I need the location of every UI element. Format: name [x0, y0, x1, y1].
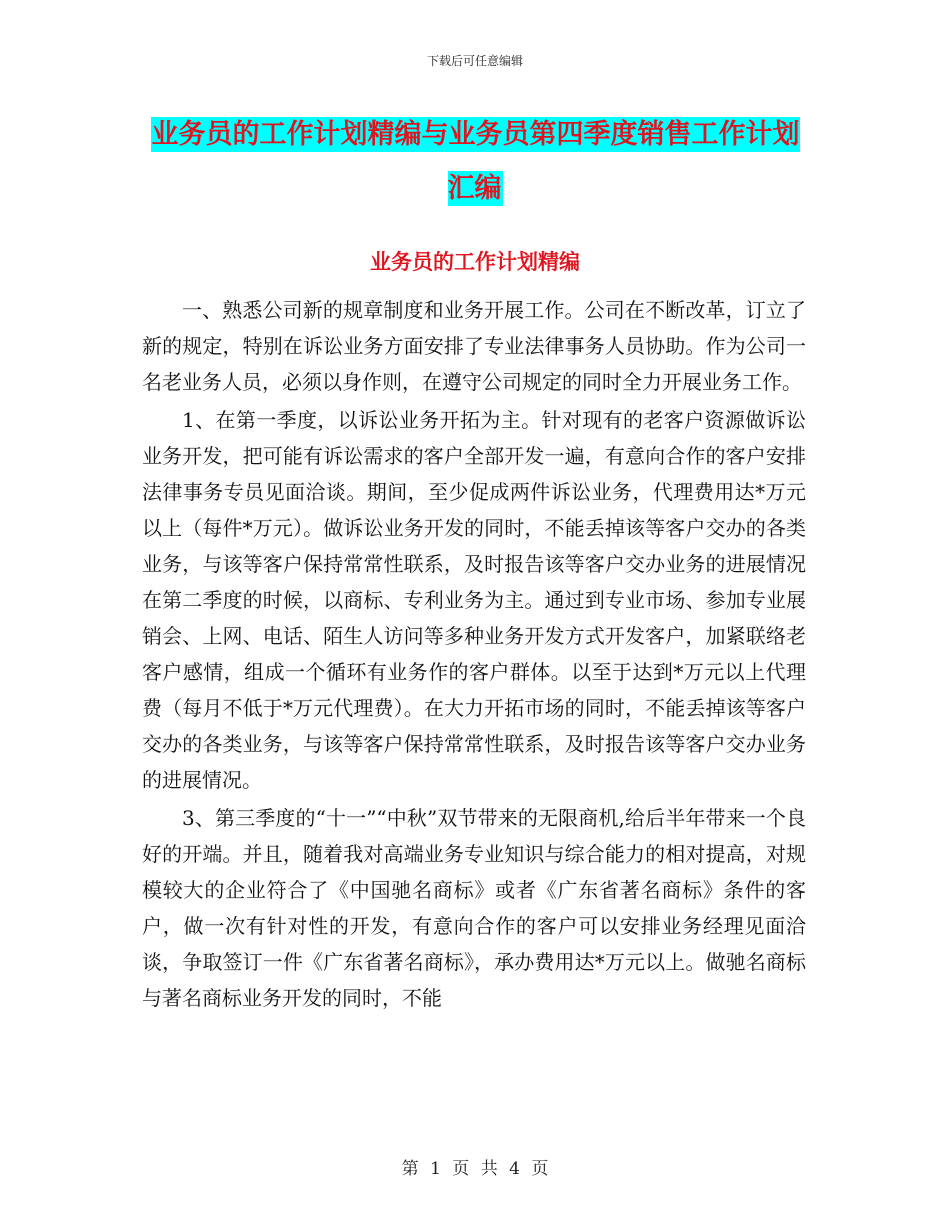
document-title	[140, 108, 810, 216]
paragraph: 一、熟悉公司新的规章制度和业务开展工作。公司在不断改革，订立了新的规定，特别在诉讼业务方面安排了专业法律事务人员协助。作为公司一名老业务人员，必须以身作则，在遵守公司规定的同时全力开展业务工作。	[142, 298, 806, 394]
paragraph: 3、第三季度的“十一”“中秋”双节带来的无限商机,给后半年带来一个良好的开端。并且，随着我对高端业务专业知识与综合能力的相对提高，对规模较大的企业符合了《中国驰名商标》或者《广东省著名商标》条件的客户，做一次有针对性的开发，有意向合作的客户可以安排业务经理见面洽谈，争取签订一件《广东省著名商标》，承办费用达*万元以上。做驰名商标与著名商标业务开发的同时，不能	[142, 806, 806, 1010]
header-note: 下载后可任意编辑	[426, 54, 523, 68]
title-block	[140, 108, 810, 216]
body-text	[142, 292, 806, 1018]
document-title-text: 业务员的工作计划精编与业务员第四季度销售工作计划汇编	[151, 119, 800, 204]
paragraph: 1、在第一季度，以诉讼业务开拓为主。针对现有的老客户资源做诉讼业务开发，把可能有诉讼需求的客户全部开发一遍，有意向合作的客户安排法律事务专员见面洽谈。期间，至少促成两件诉讼业务，代理费用达*万元以上（每件*万元）。做诉讼业务开发的同时，不能丢掉该等客户交办的各类业务，与该等客户保持常常性联系，及时报告该等客户交办业务的进展情况在第二季度的时候，以商标、专利业务为主。通过到专业市场、参加专业展销会、上网、电话、陌生人访问等多种业务开发方式开发客户，加紧联络老客户感情，组成一个循环有业务作的客户群体。以至于达到*万元以上代理费（每月不低于*万元代理费）。在大力开拓市场的同时，不能丢掉该等客户交办的各类业务，与该等客户保持常常性联系，及时报告该等客户交办业务的进展情况。	[142, 408, 806, 792]
page-number: 第 1 页 共 4 页	[401, 1159, 549, 1179]
section-title: 业务员的工作计划精编	[370, 250, 580, 274]
